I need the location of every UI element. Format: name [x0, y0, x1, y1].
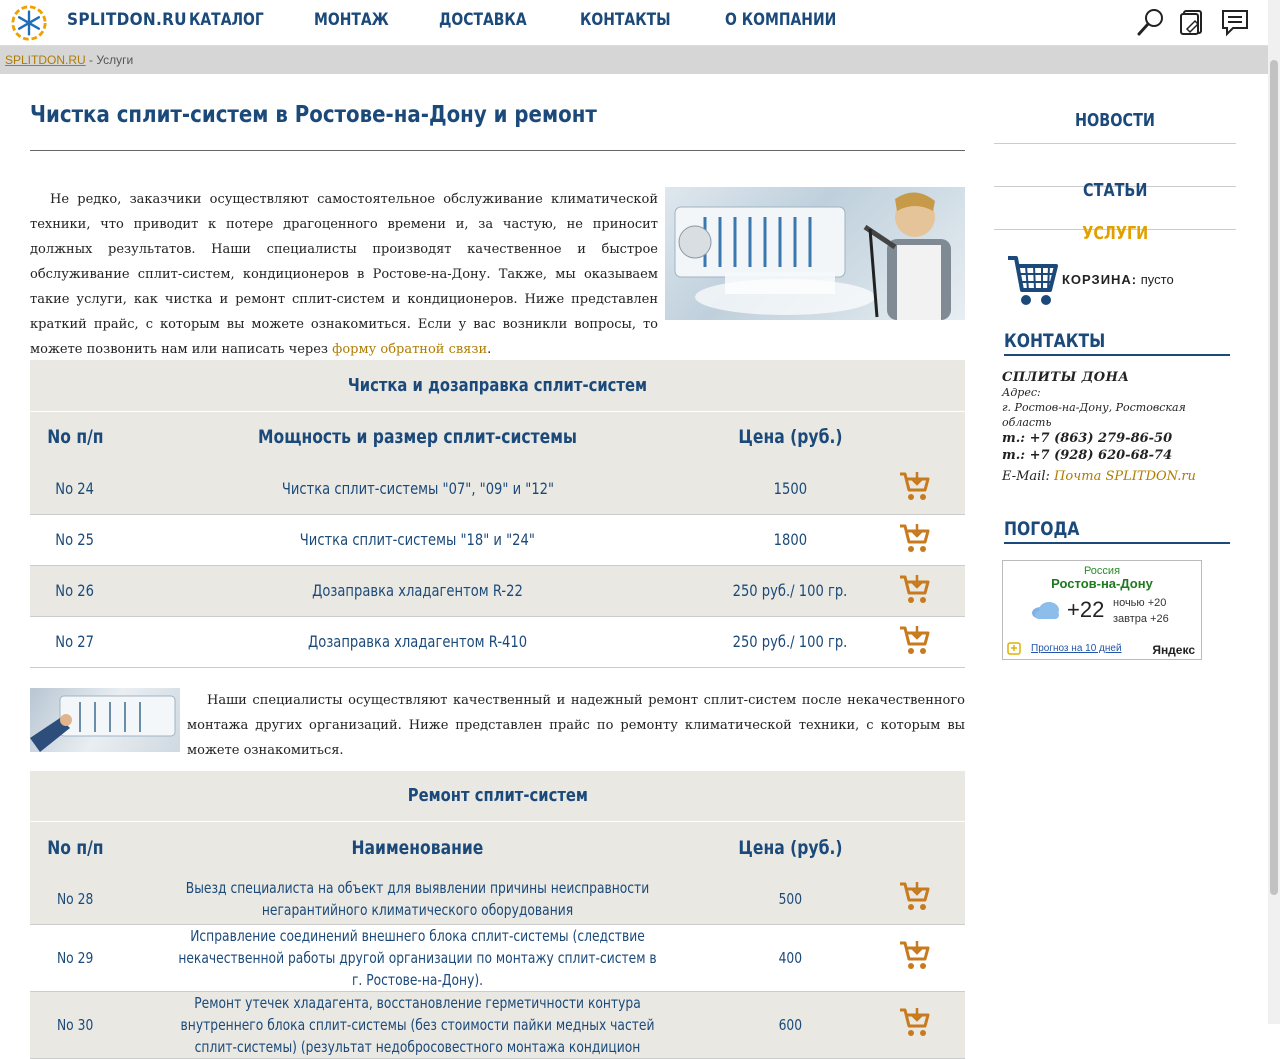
cart-widget[interactable]: [994, 230, 1236, 330]
yandex-logo[interactable]: Яндекс: [1152, 643, 1195, 657]
repair-intro-section: [30, 688, 965, 758]
row-price: 1500: [715, 463, 865, 514]
add-to-cart-icon[interactable]: [898, 573, 932, 605]
row-number: No 30: [30, 992, 120, 1059]
document-edit-icon[interactable]: [1178, 7, 1208, 37]
sidebar-item-news[interactable]: НОВОСТИ: [994, 74, 1236, 144]
row-price: 250 руб./ 100 гр.: [715, 616, 865, 667]
weather-city: Ростов-на-Дону: [1003, 576, 1201, 591]
row-name: Дозаправка хладагентом R-22: [120, 565, 715, 616]
row-name: Ремонт утечек хладагента, восстановление герметичности контура внутреннего блока сплит-системы (без стоимости пайки медных частей сплит-системы) (результат недобросовестного монтажа кондицион: [120, 992, 715, 1059]
shopping-cart-icon[interactable]: [1006, 254, 1058, 308]
phone-1[interactable]: т.: +7 (863) 279-86-50: [1002, 430, 1236, 447]
nav-contacts[interactable]: КОНТАКТЫ: [580, 10, 671, 30]
weather-widget[interactable]: [1002, 560, 1202, 660]
sidebar-item-articles[interactable]: СТАТЬИ: [994, 144, 1236, 187]
email-link[interactable]: Почта SPLITDON.ru: [1054, 469, 1196, 484]
sidebar: [994, 74, 1236, 660]
scrollbar-thumb[interactable]: [1270, 60, 1278, 895]
add-to-cart-icon[interactable]: [898, 522, 932, 554]
add-to-cart-icon[interactable]: [898, 939, 932, 971]
page-title: Чистка сплит-систем в Ростове-на-Дону и ремонт: [30, 102, 834, 128]
email-line: E-Mail: Почта SPLITDON.ru: [1002, 469, 1236, 484]
table-caption: Ремонт сплит-систем: [30, 771, 965, 822]
top-navigation: [0, 0, 1268, 46]
comment-icon[interactable]: [1220, 7, 1250, 37]
breadcrumb-home-link[interactable]: SPLITDON.RU: [5, 53, 86, 67]
main-menu: [189, 10, 894, 30]
cleaning-price-table: [30, 360, 965, 668]
row-price: 250 руб./ 100 гр.: [715, 565, 865, 616]
row-name: Дозаправка хладагентом R-410: [120, 616, 715, 667]
repair-intro-text: Наши специалисты осуществляют качественный и надежный ремонт сплит-систем после некачественного монтажа других организаций. Ниже представлен прайс по ремонту климатической техники, с которым вы можете ознакомиться.: [187, 688, 965, 763]
table-row: [30, 463, 965, 514]
column-header-number: No п/п: [30, 411, 120, 463]
intro-text: Не редко, заказчики осуществляют самостоятельное обслуживание климатической техники, что приводит к потере драгоценного времени и, за частую, не приносит должных результатов. Наши специалисты производят качественное и быстрое обслуживание сплит-систем, кондиционеров в Ростове-на-Дону. Также, мы оказываем такие услуги, как чистка и ремонт сплит-систем и кондиционеров. Ниже представлен краткий прайс, с которым вы можете ознакомиться. Если у вас возникли вопросы, то можете позвонить нам или написать через форму обратной связи.: [30, 187, 658, 362]
breadcrumb: [0, 46, 1268, 74]
row-price: 1800: [715, 514, 865, 565]
add-to-cart-icon[interactable]: [898, 470, 932, 502]
nav-about[interactable]: О КОМПАНИИ: [725, 10, 836, 30]
add-to-cart-icon[interactable]: [898, 1006, 932, 1038]
weather-country: Россия: [1003, 565, 1201, 577]
weather-heading: ПОГОДА: [1004, 518, 1230, 544]
column-header-name: Наименование: [120, 822, 715, 874]
ac-repair-photo: [30, 688, 180, 752]
table-row: [30, 565, 965, 616]
row-name: Выезд специалиста на объект для выявлении причины неисправности негарантийного климатического оборудования: [120, 874, 715, 925]
phone-2[interactable]: т.: +7 (928) 620-68-74: [1002, 447, 1236, 464]
weather-tomorrow: завтра +26: [1113, 613, 1169, 625]
forecast-icon: [1007, 642, 1021, 655]
nav-installation[interactable]: МОНТАЖ: [314, 10, 389, 30]
breadcrumb-current: Услуги: [96, 53, 133, 67]
row-number: No 24: [30, 463, 120, 514]
column-header-price: Цена (руб.): [715, 411, 865, 463]
row-name: Исправление соединений внешнего блока сплит-системы (следствие некачественной работы другой организации по монтажу сплит-систем в г. Ростове-на-Дону).: [120, 925, 715, 992]
technician-cleaning-ac-photo: [665, 187, 965, 320]
breadcrumb-separator: -: [86, 53, 97, 67]
row-name: Чистка сплит-системы "07", "09" и "12": [120, 463, 715, 514]
cart-status: КОРЗИНА: пусто: [1062, 272, 1174, 287]
column-header-number: No п/п: [30, 822, 120, 874]
feedback-form-link[interactable]: форму обратной связи: [332, 342, 487, 357]
row-price: 600: [715, 992, 865, 1059]
header-tools: [1136, 7, 1250, 37]
contacts-heading: КОНТАКТЫ: [1004, 330, 1230, 356]
repair-price-table: [30, 771, 965, 1059]
site-name-link[interactable]: SPLITDON.RU: [67, 10, 187, 30]
main-content: [30, 74, 965, 1059]
table-row: [30, 874, 965, 925]
company-name: СПЛИТЫ ДОНА: [1002, 370, 1236, 385]
row-price: 500: [715, 874, 865, 925]
intro-section: [30, 187, 965, 347]
row-number: No 28: [30, 874, 120, 925]
table-row: [30, 992, 965, 1059]
table-row: [30, 925, 965, 992]
table-row: [30, 616, 965, 667]
weather-temperature: +22: [1067, 597, 1104, 623]
row-number: No 27: [30, 616, 120, 667]
column-header-price: Цена (руб.): [715, 822, 865, 874]
row-price: 400: [715, 925, 865, 992]
add-to-cart-icon[interactable]: [898, 624, 932, 656]
title-divider: [30, 150, 965, 151]
search-icon[interactable]: [1136, 7, 1166, 37]
table-row: [30, 514, 965, 565]
table-caption: Чистка и дозаправка сплит-систем: [30, 360, 965, 411]
column-header-name: Мощность и размер сплит-системы: [120, 411, 715, 463]
cloud-icon: [1031, 601, 1061, 619]
nav-catalog[interactable]: КАТАЛОГ: [189, 10, 264, 30]
scrollbar[interactable]: [1268, 0, 1280, 1024]
contacts-block: [1002, 370, 1236, 484]
row-number: No 25: [30, 514, 120, 565]
add-to-cart-icon[interactable]: [898, 880, 932, 912]
row-number: No 29: [30, 925, 120, 992]
nav-delivery[interactable]: ДОСТАВКА: [439, 10, 527, 30]
address-label: Адрес:: [1002, 385, 1236, 400]
row-number: No 26: [30, 565, 120, 616]
weather-night: ночью +20: [1113, 597, 1166, 609]
sidebar-item-services[interactable]: УСЛУГИ: [994, 187, 1236, 230]
snowflake-sun-logo-icon[interactable]: [10, 4, 48, 42]
address: г. Ростов-на-Дону, Ростовская область: [1002, 400, 1236, 430]
forecast-10-days-link[interactable]: Прогноз на 10 дней: [1031, 643, 1122, 654]
sidebar-menu: [994, 74, 1236, 230]
row-name: Чистка сплит-системы "18" и "24": [120, 514, 715, 565]
